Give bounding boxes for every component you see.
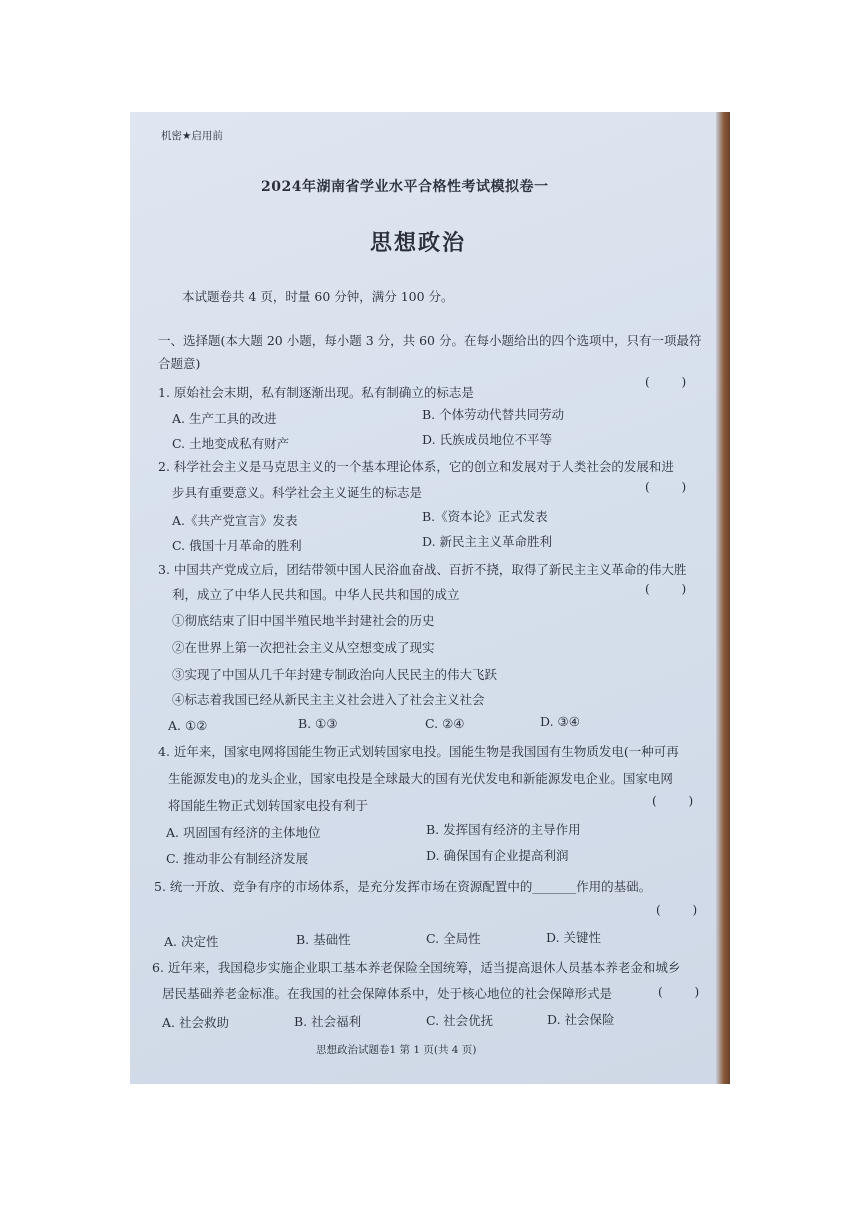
question-1-option-c: C. 土地变成私有财产 — [172, 436, 290, 451]
question-4-stem-cont-2: 将国能生物正式划转国家电投有利于 — [168, 798, 369, 813]
question-4-option-b: B. 发挥国有经济的主导作用 — [426, 822, 581, 837]
question-5-stem: 5. 统一开放、竞争有序的市场体系，是充分发挥市场在资源配置中的_______作用的基础。 — [154, 879, 652, 894]
question-5-option-b: B. 基础性 — [296, 932, 351, 947]
answer-paren-3: ( ) — [645, 582, 701, 596]
answer-paren-6: ( ) — [658, 985, 714, 999]
answer-paren-4: ( ) — [652, 794, 708, 808]
answer-paren-2: ( ) — [645, 480, 701, 494]
answer-paren-5: ( ) — [656, 903, 712, 917]
question-5-option-c: C. 全局性 — [426, 931, 481, 946]
question-2-option-c: C. 俄国十月革命的胜利 — [172, 538, 302, 553]
question-3-item-3: ③实现了中国从几千年封建专制政治向人民民主的伟大飞跃 — [172, 667, 498, 682]
question-2-stem: 2. 科学社会主义是马克思主义的一个基本理论体系，它的创立和发展对于人类社会的发展和进 — [158, 459, 674, 474]
question-3-item-1: ①彻底结束了旧中国半殖民地半封建社会的历史 — [172, 613, 435, 628]
section-title-cont: 合题意) — [158, 356, 201, 371]
question-2-option-a: A.《共产党宣言》发表 — [172, 513, 298, 528]
section-title: 一、选择题(本大题 20 小题，每小题 3 分，共 60 分。在每小题给出的四个选项中，只有一项最符 — [158, 333, 702, 348]
question-3-stem-cont: 利，成立了中华人民共和国。中华人民共和国的成立 — [172, 587, 460, 602]
question-6-option-c: C. 社会优抚 — [426, 1013, 494, 1028]
question-5-option-a: A. 决定性 — [164, 934, 219, 949]
question-1-option-b: B. 个体劳动代替共同劳动 — [422, 407, 565, 422]
question-4-option-c: C. 推动非公有制经济发展 — [166, 851, 309, 866]
page-footer: 思想政治试题卷1 第 1 页(共 4 页) — [316, 1044, 477, 1056]
question-4-stem-cont-1: 生能源发电)的龙头企业，国家电投是全球最大的国有光伏发电和新能源发电企业。国家电网 — [168, 771, 673, 786]
question-3-item-2: ②在世界上第一次把社会主义从空想变成了现实 — [172, 640, 435, 655]
question-6-option-d: D. 社会保险 — [547, 1012, 615, 1027]
question-6-option-b: B. 社会福利 — [294, 1014, 362, 1029]
question-3-item-4: ④标志着我国已经从新民主主义社会进入了社会主义社会 — [172, 692, 485, 707]
question-6-stem-cont: 居民基础养老金标准。在我国的社会保障体系中，处于核心地位的社会保障形式是 — [162, 986, 613, 1001]
desk-edge — [716, 112, 730, 1084]
question-2-option-d: D. 新民主主义革命胜利 — [422, 534, 553, 549]
question-6-stem: 6. 近年来，我国稳步实施企业职工基本养老保险全国统筹，适当提高退休人员基本养老金和城乡 — [152, 960, 681, 975]
question-1-stem: 1. 原始社会末期，私有制逐渐出现。私有制确立的标志是 — [158, 385, 474, 400]
subject-title: 思想政治 — [370, 230, 467, 256]
question-1-option-a: A. 生产工具的改进 — [172, 411, 277, 426]
question-2-option-b: B.《资本论》正式发表 — [422, 509, 548, 524]
question-3-option-b: B. ①③ — [298, 716, 338, 731]
question-5-option-d: D. 关键性 — [546, 930, 602, 945]
question-1-option-d: D. 氏族成员地位不平等 — [422, 432, 553, 447]
question-6-option-a: A. 社会救助 — [162, 1015, 229, 1030]
question-3-option-a: A. ①② — [168, 718, 208, 733]
exam-title: 2024年湖南省学业水平合格性考试模拟卷一 — [261, 179, 549, 195]
question-4-option-d: D. 确保国有企业提高利润 — [426, 848, 569, 863]
intro-text: 本试题卷共 4 页，时量 60 分钟，满分 100 分。 — [182, 289, 454, 304]
question-3-option-d: D. ③④ — [540, 714, 580, 729]
answer-paren-1: ( ) — [645, 375, 701, 389]
question-3-stem: 3. 中国共产党成立后，团结带领中国人民浴血奋战、百折不挠，取得了新民主主义革命的伟大胜 — [158, 562, 687, 577]
exam-paper-photo — [130, 112, 730, 1084]
question-4-stem: 4. 近年来，国家电网将国能生物正式划转国家电投。国能生物是我国国有生物质发电(一种可再 — [158, 744, 679, 759]
question-4-option-a: A. 巩固国有经济的主体地位 — [166, 825, 321, 840]
question-2-stem-cont: 步具有重要意义。科学社会主义诞生的标志是 — [172, 485, 423, 500]
question-3-option-c: C. ②④ — [425, 716, 465, 731]
secret-label: 机密★启用前 — [161, 130, 223, 142]
